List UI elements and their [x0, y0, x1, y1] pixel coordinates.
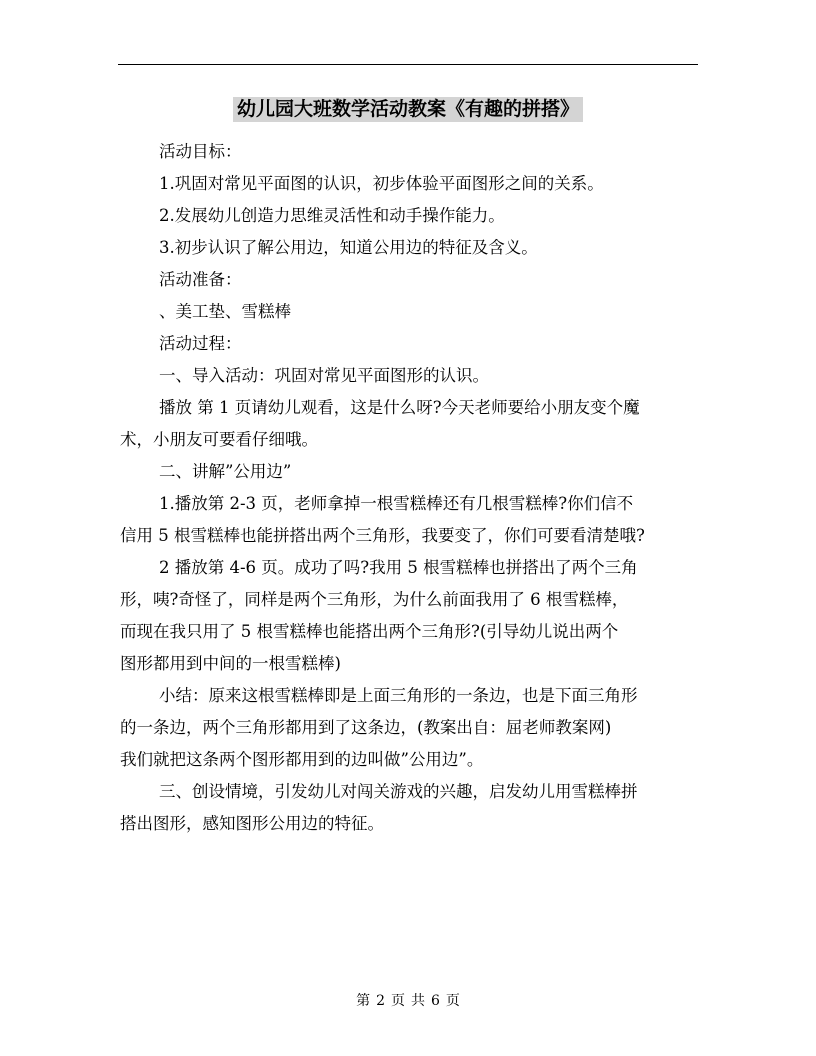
body-line: 一、导入活动：巩固对常见平面图形的认识。	[159, 366, 489, 385]
body-line: 而现在我只用了 5 根雪糕棒也能搭出两个三角形?(引导幼儿说出两个	[120, 622, 619, 641]
body-line: 1.巩固对常见平面图的认识，初步体验平面图形之间的关系。	[159, 174, 604, 193]
body-line: 活动目标：	[159, 142, 242, 161]
body-line: 1.播放第 2-3 页，老师拿掉一根雪糕棒还有几根雪糕棒?你们信不	[159, 494, 634, 513]
body-line: 我们就把这条两个图形都用到的边叫做”公用边”。	[120, 750, 484, 769]
body-line: 活动准备：	[159, 270, 242, 289]
body-line: 图形都用到中间的一根雪糕棒)	[120, 654, 341, 673]
header-rule	[118, 64, 698, 65]
body-line: 、美工垫、雪糕棒	[159, 302, 291, 321]
body-line: 三、创设情境，引发幼儿对闯关游戏的兴趣，启发幼儿用雪糕棒拼	[159, 782, 638, 801]
body-line: 小结：原来这根雪糕棒即是上面三角形的一条边，也是下面三角形	[159, 686, 638, 705]
page-footer	[0, 990, 816, 1010]
document-title: 幼儿园大班数学活动教案《有趣的拼搭》	[233, 97, 583, 122]
footer-label-ye-2: 页	[445, 993, 460, 1009]
body-line: 形，咦?奇怪了，同样是两个三角形，为什么前面我用了 6 根雪糕棒，	[120, 590, 629, 609]
footer-label-ye: 页	[391, 993, 405, 1009]
body-line: 术，小朋友可要看仔细哦。	[120, 430, 318, 449]
footer-label-di: 第	[356, 993, 371, 1009]
footer-label-gong: 共	[411, 993, 425, 1009]
body-line: 搭出图形，感知图形公用边的特征。	[120, 814, 384, 833]
body-line: 2 播放第 4-6 页。成功了吗?我用 5 根雪糕棒也拼搭出了两个三角	[159, 558, 638, 577]
body-line: 2.发展幼儿创造力思维灵活性和动手操作能力。	[159, 206, 505, 225]
body-line: 活动过程：	[159, 334, 242, 353]
body-line: 3.初步认识了解公用边，知道公用边的特征及含义。	[159, 238, 538, 257]
body-line: 二、讲解”公用边”	[159, 462, 292, 481]
body-line: 信用 5 根雪糕棒也能拼搭出两个三角形，我要变了，你们可要看清楚哦?	[120, 526, 645, 545]
footer-total-pages: 6	[431, 993, 440, 1009]
body-line: 的一条边，两个三角形都用到了这条边，(教案出自：屈老师教案网)	[120, 718, 612, 737]
footer-current-page: 2	[376, 993, 385, 1009]
body-line: 播放 第 1 页请幼儿观看，这是什么呀?今天老师要给小朋友变个魔	[159, 398, 640, 417]
title-container	[0, 97, 816, 122]
document-body	[120, 136, 700, 840]
